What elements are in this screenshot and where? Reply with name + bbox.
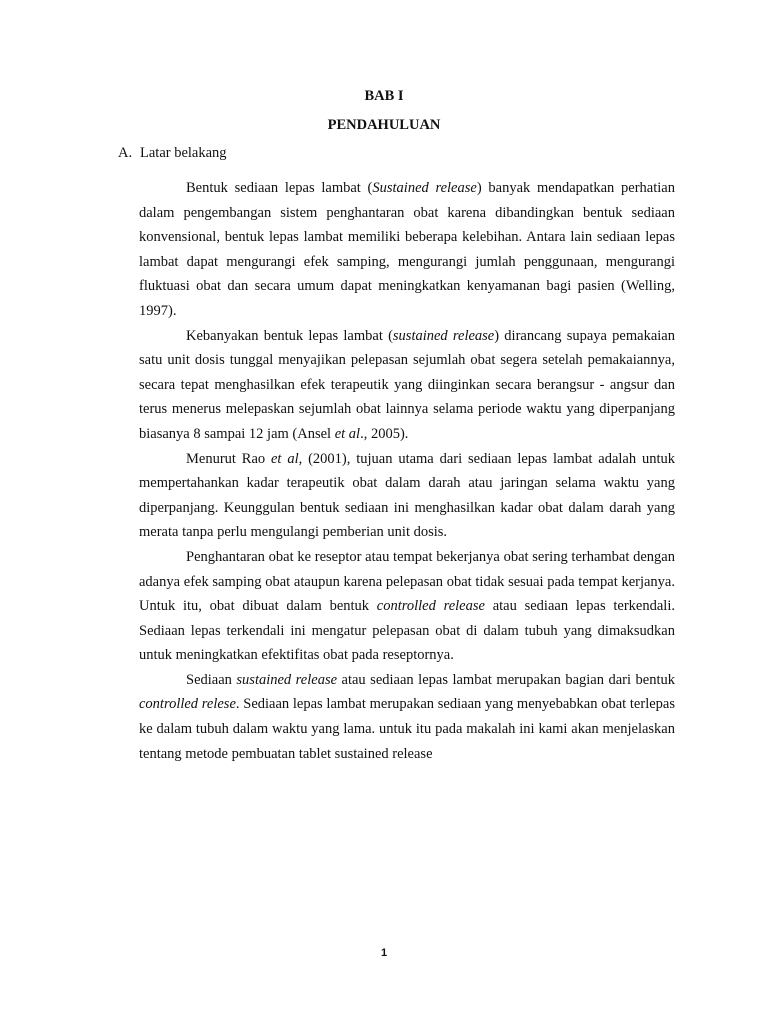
text-run: , (2001), tujuan utama dari sediaan lepas lambat adalah untuk mempertahankan kadar terapeutik obat dalam darah atau jaringan selama waktu yang diperpanjang. Keunggulan bentuk sediaan ini menghasilkan kadar obat dalam darah yang merata tanpa perlu mengulangi pemberian unit dosis.: [139, 450, 676, 541]
italic-term: et al: [271, 450, 299, 467]
text-run: Bentuk sediaan lepas lambat (: [186, 180, 373, 196]
page-number: 1: [380, 947, 388, 959]
paragraph-1: [139, 176, 675, 324]
text-run: ) dirancang supaya pemakaian satu unit dosis tunggal menyajikan pelepasan sejumlah obat segera setelah pemakaiannya, secara tepat menghasilkan efek terapeutik yang diinginkan secara berangsur - angsur dan terus menerus melepaskan sejumlah obat lainnya selama periode waktu yang diperpanjang biasanya 8 sampai 12 jam (Ansel: [139, 327, 675, 442]
paragraph-4: [139, 545, 675, 668]
text-run: ., 2005).: [360, 425, 409, 442]
chapter-number: BAB I: [364, 88, 404, 104]
chapter-title: PENDAHULUAN: [327, 117, 441, 133]
italic-term: et al: [334, 425, 361, 442]
section-title: Latar belakang: [140, 145, 227, 161]
text-run: . Sediaan lepas lambat merupakan sediaan yang menyebabkan obat terlepas ke dalam tubuh dalam waktu yang lama. untuk itu pada makalah ini kami akan menjelaskan tentang metode pembuatan tablet sustained release: [139, 696, 675, 762]
text-run: ) banyak mendapatkan perhatian dalam pengembangan sistem penghantaran obat karena dibandingkan bentuk sediaan konvensional, bentuk lepas lambat memiliki beberapa kelebihan. Antara lain sediaan lepas lambat dapat mengurangi efek samping, mengurangi jumlah penggunaan, mengurangi fluktuasi obat dan secara umum dapat meningkatkan kenyamanan bagi pasien (Welling, 1997).: [139, 180, 675, 319]
paragraph-3: [139, 447, 675, 545]
paragraph-2: [139, 324, 675, 447]
italic-term: controlled relese: [139, 696, 236, 713]
italic-term: Sustained release: [372, 180, 477, 196]
section-heading: [118, 145, 227, 162]
text-run: Penghantaran obat ke reseptor atau tempat bekerjanya obat sering terhambat dengan adanya efek samping obat ataupun karena pelepasan obat tidak sesuai pada tempat kerjanya. Untuk itu, obat dibuat dalam bentuk: [139, 548, 675, 615]
text-run: atau sediaan lepas lambat merupakan bagian dari bentuk: [337, 671, 675, 688]
body-text: [139, 176, 675, 766]
text-run: atau sediaan lepas terkendali. Sediaan lepas terkendali ini mengatur pelepasan obat di dalam tubuh yang dimaksudkan untuk meningkatkan efektifitas obat pada reseptornya.: [139, 598, 675, 664]
section-letter: A.: [118, 145, 133, 161]
text-run: Menurut Rao: [186, 450, 271, 467]
italic-term: sustained release: [236, 671, 338, 688]
text-run: Sediaan: [186, 671, 237, 688]
italic-term: controlled release: [376, 598, 485, 615]
text-run: Kebanyakan bentuk lepas lambat (: [186, 327, 393, 344]
paragraph-5: [139, 668, 675, 766]
italic-term: sustained release: [392, 327, 495, 344]
